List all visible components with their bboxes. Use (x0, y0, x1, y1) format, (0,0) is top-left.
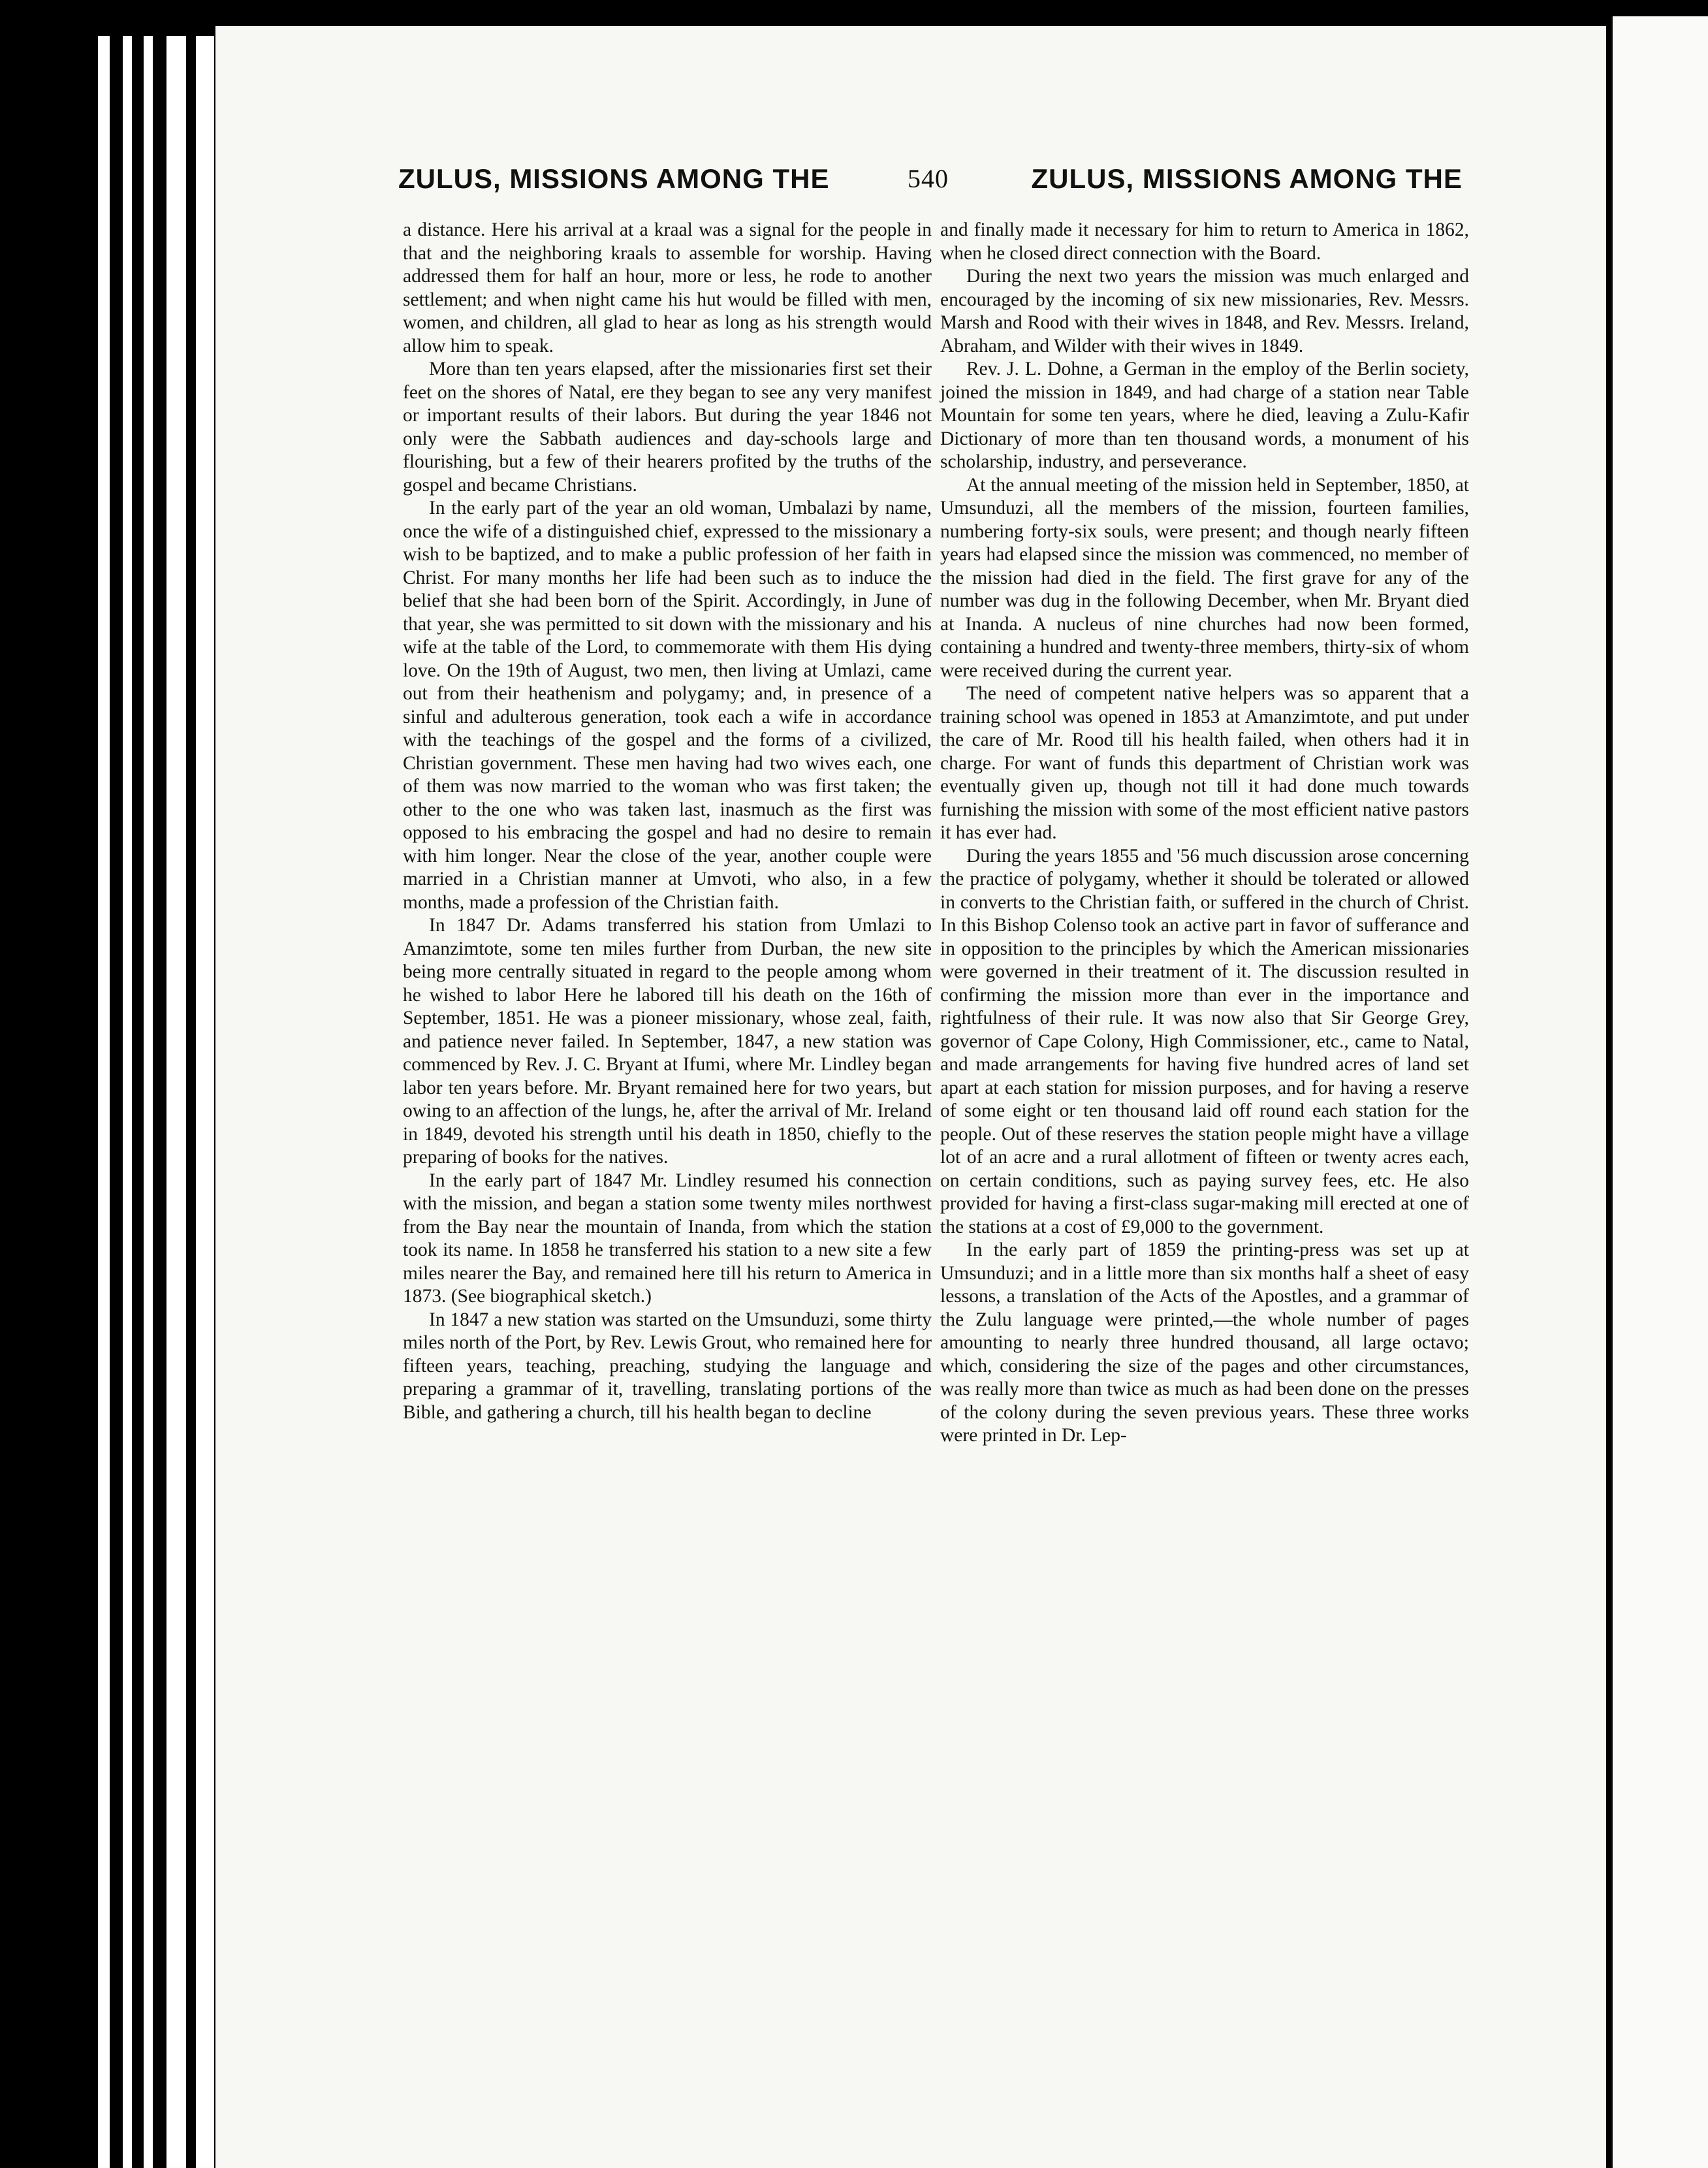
header-right: ZULUS, MISSIONS AMONG THE (1031, 163, 1463, 194)
page-edge (196, 36, 214, 2168)
paragraph: a distance. Here his arrival at a kraal was a signal for the people in that and the neighboring kraals to assemble for worship. Having addressed them for half an hour, more or less, he rode to another settlement; and when night came his hut would be filled with men, women, and children, all glad to hear as long as his strength would allow him to speak. (403, 219, 932, 357)
paragraph: In the early part of the year an old woman, Umbalazi by name, once the wife of a distinguished chief, expressed to the missionary a wish to be baptized, and to make a public profession of her faith in Christ. For many months her life had been such as to induce the belief that she had been born of the Spirit. Accordingly, in June of that year, she was permitted to sit down with the missionary and his wife at the table of the Lord, to commemorate with them His dying love. On the 19th of August, two men, then living at Umlazi, came out from their heathenism and polygamy; and, in presence of a sinful and adulterous generation, took each a wife in accordance with the teachings of the gospel and the forms of a civilized, Christian government. These men having had two wives each, one of them was now married to the woman who was first taken; the other to the one who was taken last, inasmuch as the first was opposed to his embracing the gospel and had no desire to remain with him longer. Near the close of the year, another couple were married in a Christian manner at Umvoti, who also, in a few months, made a profession of the Christian faith. (403, 498, 932, 913)
paragraph: At the annual meeting of the mission held in September, 1850, at Umsunduzi, all the members of the mission, fourteen families, numbering forty-six souls, were present; and though nearly fifteen years had elapsed since the mission was commenced, no member of the mission had died in the field. The first grave for any of the number was dug in the following December, when Mr. Bryant died at Inanda. A nucleus of nine churches had now been formed, containing a hundred and twenty-three members, thirty-six of whom were received during the current year. (940, 474, 1469, 681)
paragraph: During the years 1855 and '56 much discussion arose concerning the practice of polygamy, whether it should be tolerated or allowed in converts to the Christian faith, or suffered in the church of Christ. In this Bishop Colenso took an active part in favor of sufferance and in opposition to the principles by which the American missionaries were governed in their treatment of it. The discussion resulted in confirming the mission more than ever in the importance and rightfulness of their rule. It was now also that Sir George Grey, governor of Cape Colony, High Commissioner, etc., came to Natal, and made arrangements for having five hundred acres of land set apart at each station for mission purposes, and for having a reserve of some eight or ten thousand laid off round each station for the people. Out of these reserves the station people might have a village lot of an acre and a rural allotment of fifteen or twenty acres each, on certain conditions, such as paying survey fees, etc. He also provided for having a first-class sugar-making mill erected at one of the stations at a cost of £9,000 to the government. (940, 845, 1469, 1237)
paragraph: Rev. J. L. Dohne, a German in the employ of the Berlin society, joined the mission in 1849, and had charge of a station near Table Mountain for some ten years, where he died, leaving a Zulu-Kafir Dictionary of more than ten thousand words, a monument of his scholarship, industry, and perseverance. (940, 359, 1469, 472)
paragraph: More than ten years elapsed, after the missionaries first set their feet on the shores of Natal, ere they began to see any very manifest or important results of their labors. But during the year 1846 not only were the Sabbath audiences and day-schools large and flourishing, but a few of their hearers profited by the truths of the gospel and became Christians. (403, 359, 932, 496)
paragraph: In the early part of 1859 the printing-press was set up at Umsunduzi; and in a little more than six months half a sheet of easy lessons, a translation of the Acts of the Apostles, and a grammar of the Zulu language were printed,—the whole number of pages amounting to nearly three hundred thousand, all large octavo; which, considering the size of the pages and other circumstances, was really more than twice as much as had been done on the presses of the colony during the seven previous years. These three works were printed in Dr. Lep- (940, 1239, 1469, 1446)
page-edge (123, 36, 132, 2168)
paragraph: During the next two years the mission was much enlarged and encouraged by the incoming of six new missionaries, Rev. Messrs. Marsh and Rood with their wives in 1848, and Rev. Messrs. Ireland, Abraham, and Wilder with their wives in 1849. (940, 266, 1469, 357)
paragraph: In the early part of 1847 Mr. Lindley resumed his connection with the mission, and began a station some twenty miles northwest from the Bay near the mountain of Inanda, from which the station took its name. In 1858 he transferred his station to a new site a few miles nearer the Bay, and remained here till his return to America in 1873. (See biographical sketch.) (403, 1170, 932, 1307)
page-edge (144, 36, 153, 2168)
paragraph: The need of competent native helpers was so apparent that a training school was opened in 1853 at Amanzimtote, and put under the care of Mr. Rood till his health failed, when others had it in charge. For want of funds this department of Christian work was eventually given up, though not till it had done much towards furnishing the mission with some of the most efficient native pastors it has ever had. (940, 683, 1469, 843)
page-number: 540 (908, 164, 949, 193)
right-column (940, 219, 1469, 1448)
paragraph: In 1847 Dr. Adams transferred his station from Umlazi to Amanzimtote, some ten miles further from Durban, the new site being more centrally situated in regard to the people among whom he wished to labor Here he labored till his death on the 16th of September, 1851. He was a pioneer missionary, whose zeal, faith, and patience never failed. In September, 1847, a new station was commenced by Rev. J. C. Bryant at Ifumi, where Mr. Lindley began labor ten years before. Mr. Bryant remained here for two years, but owing to an affection of the lungs, he, after the arrival of Mr. Ireland in 1849, devoted his strength until his death in 1850, chiefly to the preparing of books for the natives. (403, 915, 932, 1168)
paragraph: and finally made it necessary for him to return to America in 1862, when he closed direct connection with the Board. (940, 219, 1469, 264)
page-edge (98, 36, 110, 2168)
paragraph: In 1847 a new station was started on the Umsunduzi, some thirty miles north of the Port, by Rev. Lewis Grout, who remained here for fifteen years, teaching, preaching, studying the language and preparing a grammar of it, travelling, translating portions of the Bible, and gathering a church, till his health began to decline (403, 1309, 932, 1423)
facing-page (1613, 16, 1708, 2168)
page-edge (166, 36, 186, 2168)
running-header (398, 163, 1463, 202)
left-column (403, 219, 932, 1424)
header-left: ZULUS, MISSIONS AMONG THE (398, 163, 830, 194)
